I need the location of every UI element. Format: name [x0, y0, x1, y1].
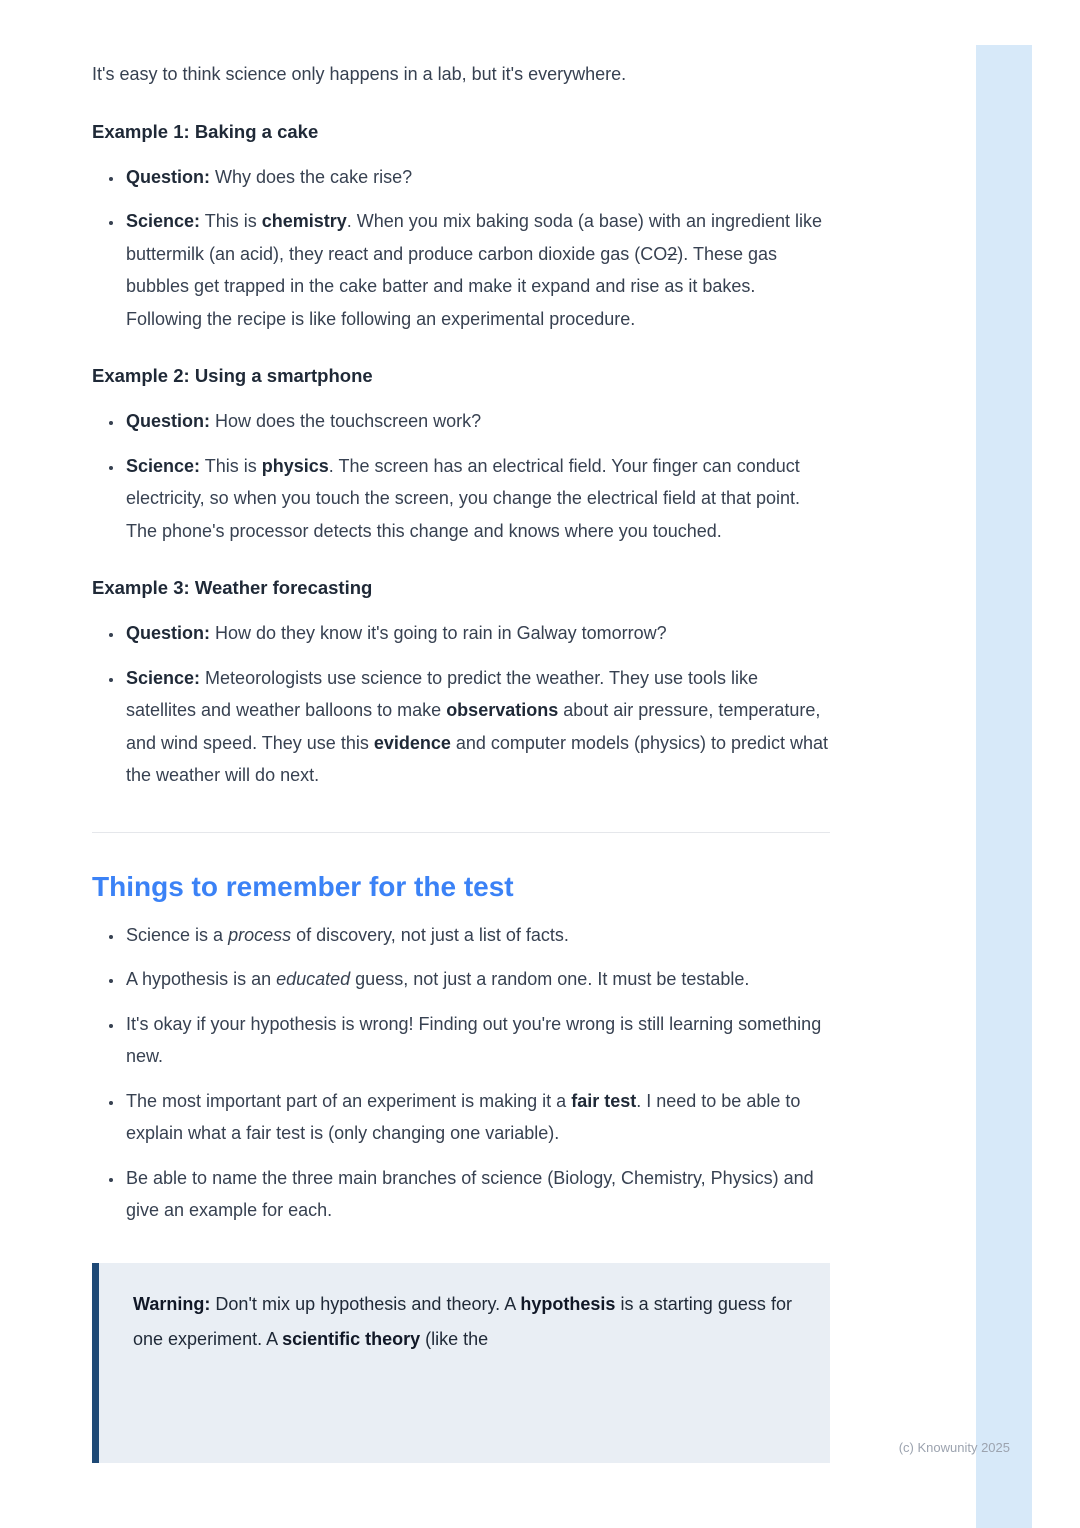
- bullet-text: Science is a process of discovery, not just a list of facts.: [126, 924, 569, 945]
- bullet-text: Question: How do they know it's going to rain in Galway tomorrow?: [126, 623, 667, 643]
- document-content: [92, 0, 830, 1463]
- bullet-text: A hypothesis is an educated guess, not just a random one. It must be testable.: [126, 969, 750, 989]
- list-item: [124, 205, 830, 335]
- bullet-text: It's okay if your hypothesis is wrong! Finding out you're wrong is still learning something new.: [126, 1013, 822, 1066]
- things-to-remember-heading: Things to remember for the test: [92, 870, 514, 902]
- bullet-text: Science: This is physics. The screen has an electrical field. Your finger can conduct electricity, so when you touch the screen, you change the electrical field at that point. The phone's processor detects this change and knows where you touched.: [126, 455, 801, 541]
- example-2-list: [92, 405, 830, 547]
- intro-paragraph: It's easy to think science only happens in a lab, but it's everywhere.: [92, 64, 627, 84]
- example-3-heading: Example 3: Weather forecasting: [92, 577, 373, 598]
- list-item: [124, 963, 830, 996]
- list-item: [124, 1008, 830, 1073]
- example-1-list: [92, 161, 830, 336]
- section-divider: [92, 832, 830, 833]
- bullet-text: Science: Meteorologists use science to predict the weather. They use tools like satellites and weather balloons to make observations about air pressure, temperature, and wind speed. They use this evidence and computer models (physics) to predict what the weather will do next.: [126, 667, 829, 785]
- list-item: [124, 450, 830, 548]
- example-1-heading: Example 1: Baking a cake: [92, 120, 319, 142]
- example-3-list: [92, 617, 830, 792]
- bullet-text: The most important part of an experiment is making it a fair test. I need to be able to explain what a fair test is (only changing one variable).: [126, 1090, 801, 1143]
- list-item: [124, 662, 830, 792]
- list-item: [124, 161, 830, 194]
- watermark: (c) Knowunity 2025: [898, 1440, 1010, 1455]
- bullet-text: Science: This is chemistry. When you mix baking soda (a base) with an ingredient like buttermilk (an acid), they react and produce carbon dioxide gas (CO2). These gas bubbles get trapped in the cake batter and make it expand and rise as it bakes. Following the recipe is like following an experimental procedure.: [126, 211, 823, 329]
- list-item: [124, 1085, 830, 1150]
- bullet-text: Be able to name the three main branches of science (Biology, Chemistry, Physics) and give an example for each.: [126, 1167, 814, 1220]
- warning-callout: [92, 1263, 830, 1463]
- example-2-heading: Example 2: Using a smartphone: [92, 365, 373, 386]
- remember-list: [92, 919, 830, 1227]
- list-item: [124, 1162, 830, 1227]
- bullet-text: Question: Why does the cake rise?: [126, 166, 413, 187]
- list-item: [124, 405, 830, 438]
- warning-text: Warning: Don't mix up hypothesis and theory. A hypothesis is a starting guess for one experiment. A scientific theory (like the: [133, 1293, 792, 1349]
- list-item: [124, 919, 830, 952]
- list-item: [124, 617, 830, 650]
- page-edge-band: [976, 45, 1032, 1528]
- bullet-text: Question: How does the touchscreen work?: [126, 411, 482, 431]
